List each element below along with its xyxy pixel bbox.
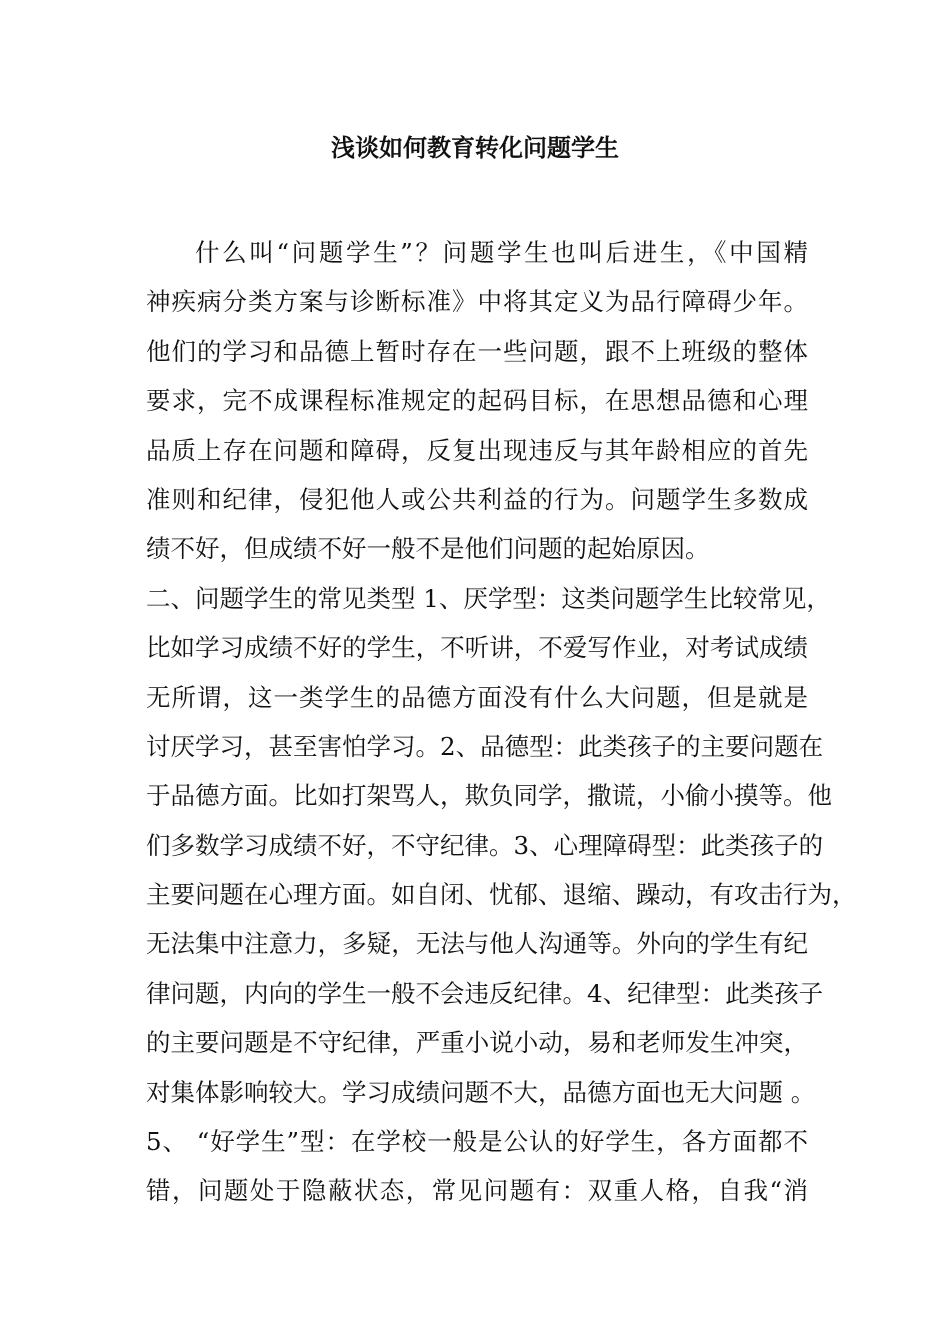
paragraph-line: 主要问题在心理方面。如自闭、忧郁、退缩、躁动，有攻击行为， (146, 880, 857, 910)
paragraph-line: 什么叫“问题学生”？问题学生也叫后进生，《中国精 (195, 238, 808, 267)
paragraph-line: 二、问题学生的常见类型 1、厌学型：这类问题学生比较常见， (146, 583, 831, 613)
paragraph-line: 5、 “好学生”型：在学校一般是公认的好学生，各方面都不 (146, 1127, 808, 1157)
paragraph-line: 神疾病分类方案与诊断标准》中将其定义为品行障碍少年。 (146, 287, 808, 317)
paragraph-line: 于品德方面。比如打架骂人，欺负同学，撒谎，小偷小摸等。他 (146, 781, 832, 811)
paragraph-line: 无所谓，这一类学生的品德方面没有什么大问题，但是就是 (146, 682, 808, 712)
paragraph-line: 品质上存在问题和障碍，反复出现违反与其年龄相应的首先 (146, 435, 808, 465)
paragraph-line: 比如学习成绩不好的学生，不听讲，不爱写作业，对考试成绩 (146, 633, 808, 663)
paragraph-line: 律问题，内向的学生一般不会违反纪律。4、纪律型：此类孩子 (146, 978, 824, 1008)
document-title: 浅谈如何教育转化问题学生 (331, 134, 619, 162)
paragraph-line: 们多数学习成绩不好，不守纪律。3、心理障碍型：此类孩子的 (146, 830, 824, 860)
paragraph-line: 准则和纪律，侵犯他人或公共利益的行为。问题学生多数成 (146, 484, 808, 514)
paragraph-line: 要求，完不成课程标准规定的起码目标，在思想品德和心理 (146, 386, 808, 416)
paragraph-line: 的主要问题是不守纪律，严重小说小动，易和老师发生冲突， (146, 1028, 808, 1058)
document-body (146, 228, 857, 1216)
paragraph-line: 讨厌学习，甚至害怕学习。2、品德型：此类孩子的主要问题在 (146, 731, 824, 761)
paragraph-line: 绩不好，但成绩不好一般不是他们问题的起始原因。 (146, 534, 710, 564)
paragraph-line: 无法集中注意力，多疑，无法与他人沟通等。外向的学生有纪 (146, 929, 808, 959)
paragraph-line: 他们的学习和品德上暂时存在一些问题，跟不上班级的整体 (146, 336, 808, 366)
paragraph-line: 对集体影响较大。学习成绩问题不大，品德方面也无大问题 。 (146, 1077, 816, 1107)
paragraph-line: 错，问题处于隐蔽状态，常见问题有：双重人格，自我“消 (146, 1176, 808, 1206)
